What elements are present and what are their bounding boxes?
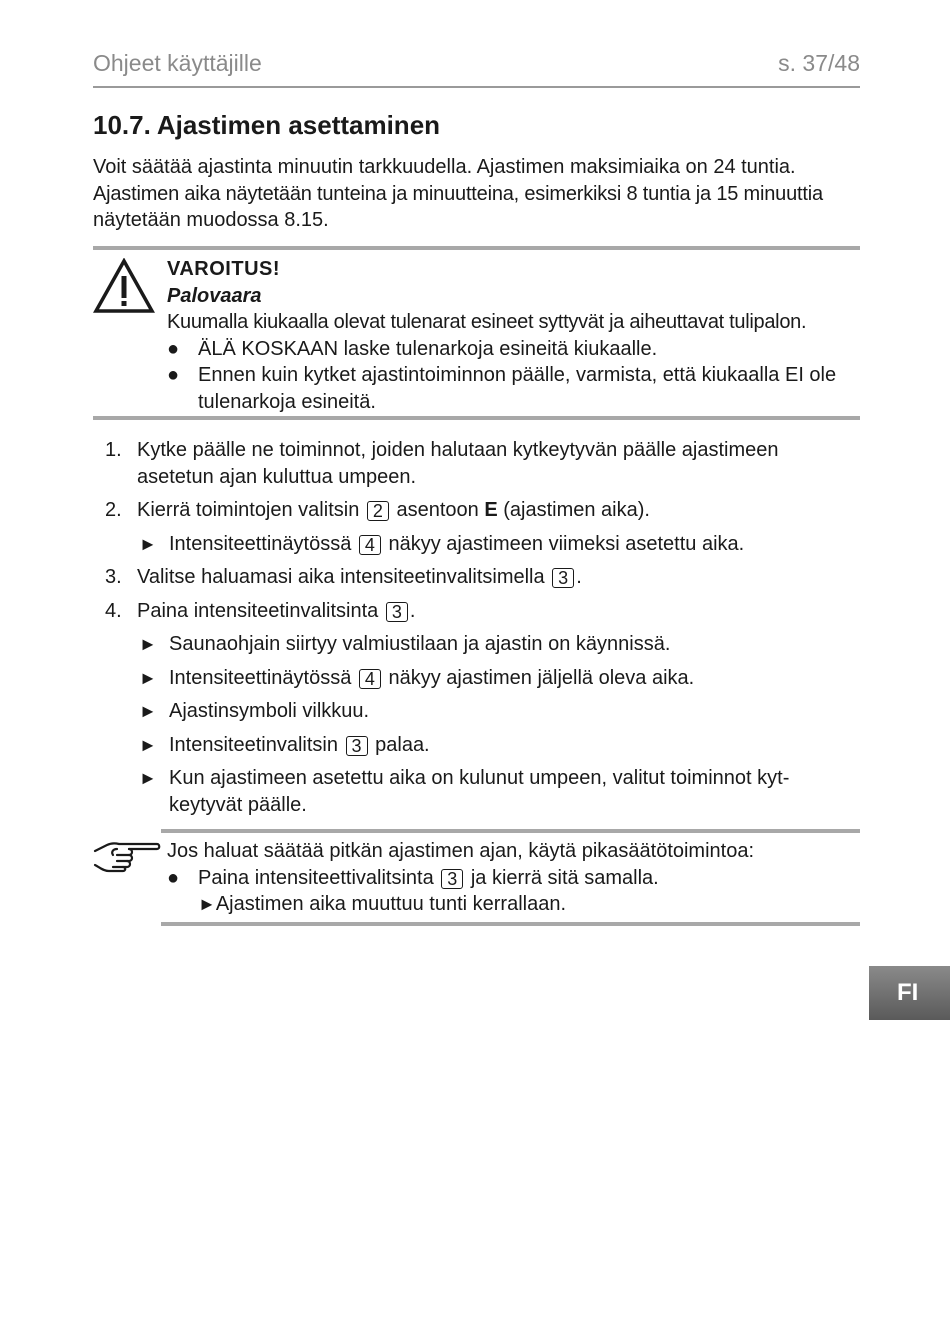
step-number: 3. <box>105 566 122 588</box>
warning-bullets <box>167 336 860 416</box>
page-header <box>93 48 860 88</box>
bullet-icon: ● <box>167 337 180 360</box>
list-item: ● Ennen kuin kytket ajastintoiminnon päälle, varmista, että kiukaalla EI ole tulenarkoja esineitä. <box>167 364 837 413</box>
page-number: s. 37/48 <box>778 50 860 76</box>
warning-box <box>93 246 860 420</box>
list-item: ● Paina intensiteettivalitsinta 3 ja kierrä sitä samalla. <box>167 865 860 892</box>
warning-heading: VAROITUS! <box>167 258 281 280</box>
step-4-result: ► Ajastinsymboli vilkkuu. <box>93 698 860 725</box>
step-number: 4. <box>105 599 122 622</box>
bullet-icon: ● <box>167 866 180 889</box>
step-4-result: ► Intensiteetinvalitsin 3 palaa. <box>93 732 860 759</box>
warning-text: Kuumalla kiukaalla olevat tulenarat esineet syttyvät ja aiheuttavat tulipalon. <box>167 311 807 333</box>
note-bullets <box>167 865 860 892</box>
result-arrow-icon: ► <box>139 533 157 554</box>
note-result: ►Ajastimen aika muuttuu tunti kerrallaan. <box>198 893 567 915</box>
pointing-hand-icon <box>93 839 161 873</box>
step-3: 3. Valitse haluamasi aika intensiteetinvalitsimella 3 . <box>93 564 860 591</box>
note-text: Jos haluat säätää pitkän ajastimen ajan, käytä pikasäätötoimintoa: <box>167 840 755 862</box>
intro-line: Voit säätää ajastinta minuutin tarkkuudella. Ajastimen maksimiaika on 24 tuntia. <box>93 156 796 178</box>
intro-paragraph <box>93 154 863 234</box>
step-1 <box>93 437 860 490</box>
result-arrow-icon: ► <box>198 894 216 914</box>
section-title <box>93 110 440 141</box>
control-ref-3: 3 <box>441 869 463 889</box>
control-ref-3: 3 <box>346 736 368 756</box>
section-title-text: Ajastimen asettaminen <box>156 110 441 140</box>
control-ref-4: 4 <box>359 669 381 689</box>
instruction-steps <box>93 437 860 825</box>
step-2-result: ► Intensiteettinäytössä 4 näkyy ajastimeen viimeksi asetettu aika. <box>93 531 860 558</box>
intro-line: näytetään muodossa 8.15. <box>93 209 329 231</box>
result-arrow-icon: ► <box>139 634 157 654</box>
control-ref-2: 2 <box>367 501 389 521</box>
document-title: Ohjeet käyttäjille <box>93 50 262 76</box>
bullet-icon: ● <box>167 364 180 386</box>
language-tab: FI <box>869 966 950 1020</box>
step-number: 1. <box>105 439 122 461</box>
section-number: 10.7. <box>93 110 151 140</box>
step-4-result: ► Intensiteettinäytössä 4 näkyy ajastimen jäljellä oleva aika. <box>93 665 860 692</box>
step-4-result: ► Kun ajastimeen asetettu aika on kulunut umpeen, valitut toiminnot kyt-keytyvät päälle. <box>139 767 790 816</box>
tip-note <box>93 829 860 926</box>
position-e: E <box>484 499 498 521</box>
intro-line: Ajastimen aika näytetään tunteina ja minuutteina, esimerkiksi 8 tuntia ja 15 minuuttia <box>93 182 823 205</box>
step-4-result: ► Saunaohjain siirtyy valmiustilaan ja ajastin on käynnissä. <box>93 631 860 658</box>
result-arrow-icon: ► <box>139 701 157 721</box>
result-arrow-icon: ► <box>139 768 157 788</box>
list-item: ● ÄLÄ KOSKAAN laske tulenarkoja esineitä kiukaalle. <box>167 336 860 363</box>
step-2: 2. Kierrä toimintojen valitsin 2 asentoon E (ajastimen aika). <box>93 497 860 524</box>
warning-subheading: Palovaara <box>167 284 262 307</box>
result-arrow-icon: ► <box>139 734 157 755</box>
warning-triangle-icon <box>93 258 155 314</box>
result-arrow-icon: ► <box>139 667 157 688</box>
step-text: Kytke päälle ne toiminnot, joiden halutaan kytkeytyvän päälle ajastimeen asetetun ajan kuluttua umpeen. <box>137 439 779 488</box>
step-number: 2. <box>105 499 122 521</box>
control-ref-4: 4 <box>359 535 381 555</box>
control-ref-3: 3 <box>552 568 574 588</box>
control-ref-3: 3 <box>386 602 408 622</box>
step-4: 4. Paina intensiteetinvalitsinta 3 . <box>93 598 860 625</box>
